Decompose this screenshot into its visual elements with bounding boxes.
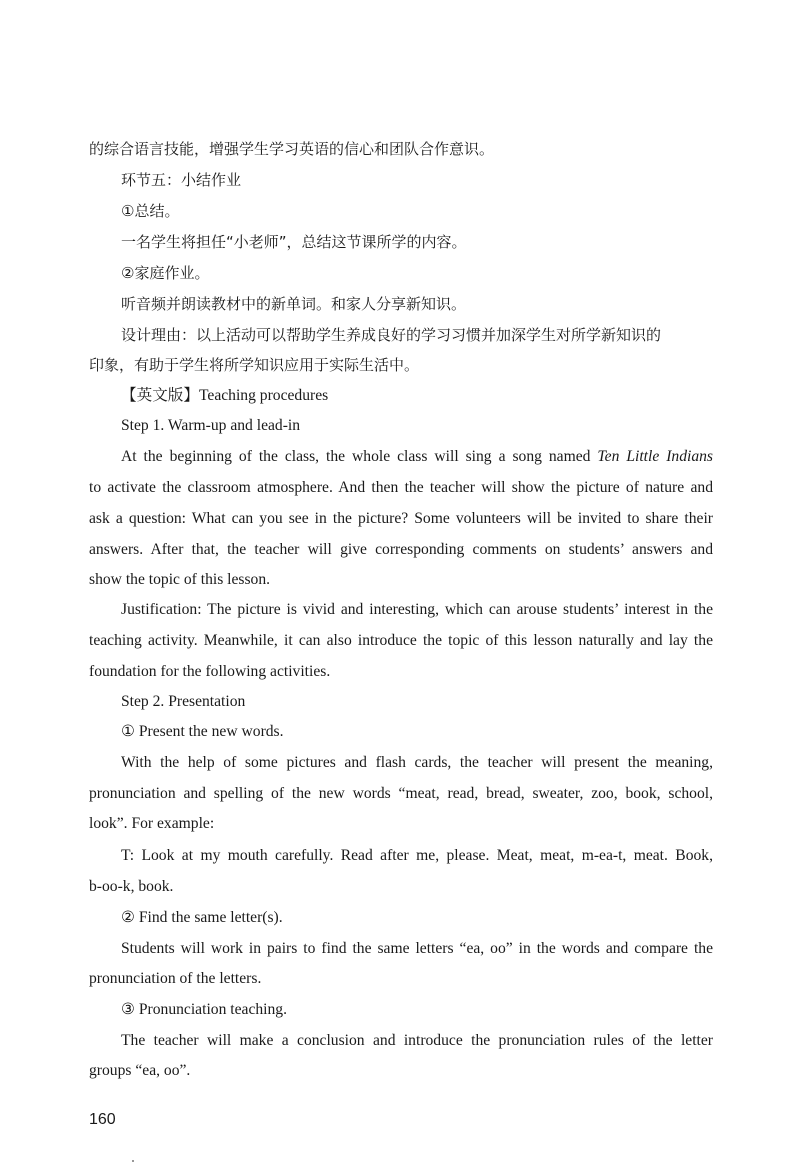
paragraph-line: With the help of some pictures and flash cards, the teacher will present the meaning,	[121, 754, 713, 771]
paragraph-line: to activate the classroom atmosphere. And then the teacher will show the picture of nature and	[89, 479, 713, 496]
paragraph-line: foundation for the following activities.	[89, 663, 331, 680]
page-number: 160	[89, 1111, 116, 1128]
subsection-heading: ②家庭作业。	[121, 264, 210, 282]
paragraph-line: pronunciation and spelling of the new words “meat, read, bread, sweater, zoo, book, school,	[89, 785, 713, 802]
scan-speck	[132, 1160, 134, 1162]
step-heading: Step 2. Presentation	[121, 693, 246, 710]
paragraph-line: answers. After that, the teacher will give corresponding comments on students’ answers and	[89, 541, 713, 558]
paragraph-line: look”. For example:	[89, 815, 215, 832]
list-item: ① Present the new words.	[121, 723, 284, 740]
paragraph-line: b-oo-k, book.	[89, 878, 174, 895]
song-title: Ten Little Indians	[597, 448, 713, 465]
list-item: ② Find the same letter(s).	[121, 909, 283, 926]
paragraph-line: 的综合语言技能，增强学生学习英语的信心和团队合作意识。	[89, 140, 495, 158]
subsection-heading: ①总结。	[121, 202, 180, 220]
paragraph-line: ask a question: What can you see in the picture? Some volunteers will be invited to share their	[89, 510, 713, 527]
list-item: ③ Pronunciation teaching.	[121, 1001, 287, 1018]
paragraph-line: The teacher will make a conclusion and introduce the pronunciation rules of the letter	[121, 1032, 713, 1049]
paragraph-line: teaching activity. Meanwhile, it can also introduce the topic of this lesson naturally and lay the	[89, 632, 713, 649]
paragraph-line: 设计理由：以上活动可以帮助学生养成良好的学习习惯并加深学生对所学新知识的	[121, 326, 662, 344]
paragraph-line: pronunciation of the letters.	[89, 970, 262, 987]
paragraph-line: 印象，有助于学生将所学知识应用于实际生活中。	[89, 356, 420, 374]
paragraph-line: Students will work in pairs to find the same letters “ea, oo” in the words and compare the	[121, 940, 713, 957]
paragraph-line: Justification: The picture is vivid and interesting, which can arouse students’ interest in the	[121, 601, 713, 618]
step-heading: Step 1. Warm-up and lead-in	[121, 417, 301, 434]
paragraph-line: 一名学生将担任“小老师”，总结这节课所学的内容。	[121, 233, 467, 251]
section-heading: 【英文版】Teaching procedures	[121, 387, 329, 404]
paragraph-text: At the beginning of the class, the whole class will sing a song named	[121, 448, 598, 465]
paragraph-line: groups “ea, oo”.	[89, 1062, 191, 1079]
paragraph-line: 听音频并朗读教材中的新单词。和家人分享新知识。	[121, 295, 467, 313]
paragraph-line: show the topic of this lesson.	[89, 571, 271, 588]
section-heading: 环节五：小结作业	[121, 171, 242, 189]
paragraph-line: T: Look at my mouth carefully. Read after me, please. Meat, meat, m-ea-t, meat. Book,	[121, 847, 713, 864]
paragraph-line	[121, 447, 713, 467]
